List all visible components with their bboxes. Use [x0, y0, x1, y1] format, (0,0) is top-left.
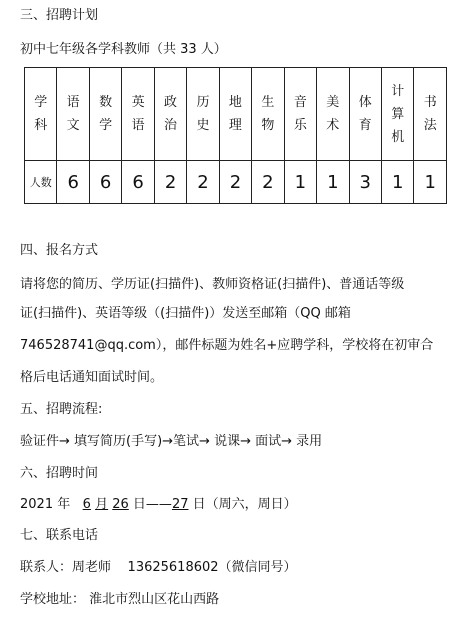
- section-6-heading: 六、招聘时间: [20, 466, 99, 481]
- contact-person: 联系人：周老师: [20, 560, 112, 575]
- count-cell: 6: [57, 161, 89, 204]
- date-day-end-suffix: 日（周六，周日）: [192, 497, 297, 512]
- section-4-heading: 四、报名方式: [20, 243, 99, 258]
- date-year-unit: 年: [57, 497, 71, 512]
- count-cell: 1: [414, 161, 447, 204]
- count-cell: 2: [219, 161, 251, 204]
- count-cell: 2: [252, 161, 284, 204]
- contact-phone: 13625618602（微信同号）: [127, 560, 297, 575]
- date-year: 2021: [20, 497, 54, 512]
- section-4-line-3: 746528741@qq.com），邮件标题为姓名+应聘学科，学校将在初审合: [20, 338, 434, 353]
- section-4-line-1: 请将您的简历、学历证(扫描件)、教师资格证(扫描件)、普通话等级: [20, 277, 405, 292]
- count-cell: 3: [349, 161, 381, 204]
- count-cell: 1: [284, 161, 316, 204]
- contact-line: [20, 560, 297, 576]
- date-day-start: 26: [112, 497, 129, 512]
- subject-cell: 书法: [414, 68, 447, 161]
- section-7-heading: 七、联系电话: [20, 528, 99, 543]
- subject-cell: 美术: [317, 68, 349, 161]
- recruitment-flow: 验证件→ 填写简历(手写)→笔试→ 说课→ 面试→ 录用: [20, 434, 323, 449]
- subject-cell: 语文: [57, 68, 89, 161]
- recruitment-date: [20, 497, 297, 513]
- subject-cell: 地理: [219, 68, 251, 161]
- subject-cell: 历史: [187, 68, 219, 161]
- section-3-subheading: 初中七年级各学科教师（共 33 人）: [20, 42, 227, 57]
- recruitment-quota-table: [24, 67, 447, 204]
- section-4-line-2: 证(扫描件)、英语等级（(扫描件)）发送至邮箱（QQ 邮箱: [20, 306, 351, 321]
- subject-cell: 英语: [122, 68, 154, 161]
- count-cell: 2: [187, 161, 219, 204]
- section-4-line-4: 格后电话通知面试时间。: [20, 370, 164, 385]
- date-day-end: 27: [171, 497, 189, 512]
- subject-cell: 数学: [89, 68, 121, 161]
- count-cell: 1: [381, 161, 413, 204]
- section-3-heading: 三、招聘计划: [20, 8, 99, 23]
- date-month-unit: 月: [95, 497, 109, 512]
- date-day-dash: 日——: [132, 497, 172, 512]
- subject-cell: 政治: [154, 68, 186, 161]
- subject-cell: 计算机: [381, 68, 413, 161]
- subject-header-cell: 学科: [25, 68, 57, 161]
- count-cell: 6: [89, 161, 121, 204]
- table-count-row: [25, 161, 447, 204]
- count-cell: 1: [317, 161, 349, 204]
- count-label-cell: 人数: [25, 161, 57, 204]
- date-month: 6: [82, 497, 91, 512]
- subject-cell: 音乐: [284, 68, 316, 161]
- section-5-heading: 五、招聘流程:: [20, 402, 103, 417]
- school-address: 学校地址： 淮北市烈山区花山西路: [20, 592, 220, 607]
- count-cell: 6: [122, 161, 154, 204]
- count-cell: 2: [154, 161, 186, 204]
- table-header-row: [25, 68, 447, 161]
- subject-cell: 体育: [349, 68, 381, 161]
- subject-cell: 生物: [252, 68, 284, 161]
